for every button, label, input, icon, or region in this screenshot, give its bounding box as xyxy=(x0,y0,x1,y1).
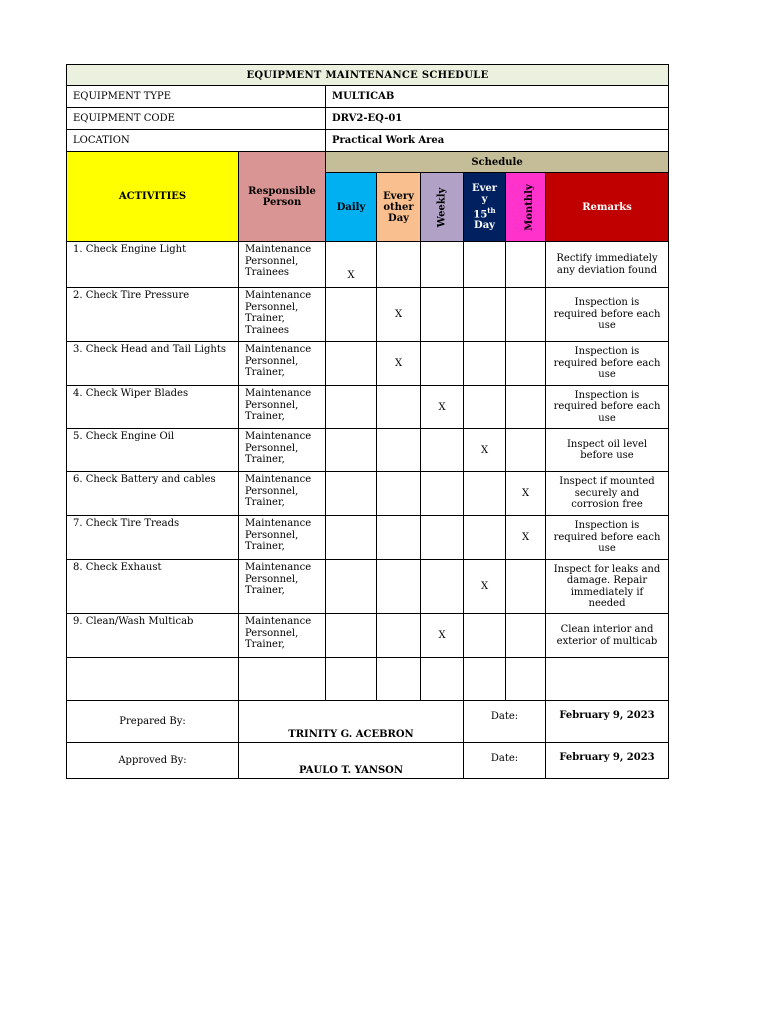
every-other-day-mark: X xyxy=(377,342,421,386)
schedule-header: Schedule xyxy=(326,152,669,173)
remarks-header: Remarks xyxy=(546,173,669,242)
activities-header: ACTIVITIES xyxy=(67,152,239,242)
every-other-day-header: Every other Day xyxy=(377,173,421,242)
every-other-day-cell xyxy=(377,386,421,429)
prepared-by-name: TRINITY G. ACEBRON xyxy=(239,701,464,743)
every-15th-day-cell xyxy=(464,342,506,386)
prepared-by-label: Prepared By: xyxy=(67,701,239,743)
responsible-cell: Maintenance Personnel, Trainer, xyxy=(239,386,326,429)
every-15th-line-2: y xyxy=(481,193,488,205)
activity-cell: 1. Check Engine Light xyxy=(67,242,239,288)
responsible-cell: Maintenance Personnel, Trainer, xyxy=(239,342,326,386)
daily-cell xyxy=(326,516,377,560)
remarks-cell: Inspect oil level before use xyxy=(546,429,669,472)
equipment-code-label: EQUIPMENT CODE xyxy=(67,108,326,130)
empty-cell xyxy=(464,658,506,701)
table-row xyxy=(67,242,669,288)
daily-cell xyxy=(326,614,377,658)
remarks-cell: Inspection is required before each use xyxy=(546,516,669,560)
weekly-cell xyxy=(421,342,464,386)
weekly-cell xyxy=(421,429,464,472)
table-row xyxy=(67,614,669,658)
weekly-cell xyxy=(421,242,464,288)
monthly-mark: X xyxy=(506,516,546,560)
table-row xyxy=(67,386,669,429)
remarks-cell: Clean interior and exterior of multicab xyxy=(546,614,669,658)
every-15th-line-3 xyxy=(464,205,505,220)
table-row xyxy=(67,429,669,472)
empty-cell xyxy=(546,658,669,701)
approved-by-name: PAULO T. YANSON xyxy=(239,743,464,779)
activity-cell: 9. Clean/Wash Multicab xyxy=(67,614,239,658)
responsible-cell: Maintenance Personnel, Trainer, xyxy=(239,560,326,614)
every-other-day-cell xyxy=(377,560,421,614)
weekly-cell xyxy=(421,560,464,614)
every-15th-day-cell xyxy=(464,288,506,342)
every-15th-line-4: Day xyxy=(474,220,495,232)
empty-cell xyxy=(67,658,239,701)
monthly-header-label: Monthly xyxy=(523,183,535,231)
every-15th-day-cell xyxy=(464,516,506,560)
approved-by-label: Approved By: xyxy=(67,743,239,779)
approved-date-label: Date: xyxy=(464,743,546,779)
empty-cell xyxy=(421,658,464,701)
empty-table-row xyxy=(67,658,669,701)
prepared-date-label: Date: xyxy=(464,701,546,743)
empty-cell xyxy=(326,658,377,701)
responsible-cell: Maintenance Personnel, Trainer, Trainees xyxy=(239,288,326,342)
responsible-cell: Maintenance Personnel, Trainees xyxy=(239,242,326,288)
monthly-mark: X xyxy=(506,472,546,516)
every-15th-line-1: Ever xyxy=(471,182,498,194)
activity-cell: 3. Check Head and Tail Lights xyxy=(67,342,239,386)
daily-header: Daily xyxy=(326,173,377,242)
weekly-cell xyxy=(421,472,464,516)
empty-cell xyxy=(377,658,421,701)
approved-date-value: February 9, 2023 xyxy=(546,743,669,779)
daily-cell xyxy=(326,472,377,516)
remarks-cell: Inspect for leaks and damage. Repair immediately if needed xyxy=(546,560,669,614)
responsible-cell: Maintenance Personnel, Trainer, xyxy=(239,516,326,560)
monthly-cell xyxy=(506,288,546,342)
weekly-mark: X xyxy=(421,386,464,429)
every-other-day-cell xyxy=(377,472,421,516)
prepared-date-value: February 9, 2023 xyxy=(546,701,669,743)
daily-cell xyxy=(326,386,377,429)
activity-cell: 2. Check Tire Pressure xyxy=(67,288,239,342)
daily-cell xyxy=(326,560,377,614)
monthly-header xyxy=(506,173,546,242)
every-other-day-mark: X xyxy=(377,288,421,342)
approved-by-row xyxy=(67,743,669,779)
maintenance-schedule-table xyxy=(66,64,669,779)
every-15th-day-header xyxy=(464,173,506,242)
every-other-day-cell xyxy=(377,429,421,472)
table-row xyxy=(67,516,669,560)
remarks-cell: Inspection is required before each use xyxy=(546,386,669,429)
activity-cell: 7. Check Tire Treads xyxy=(67,516,239,560)
every-15th-day-cell xyxy=(464,386,506,429)
activity-cell: 8. Check Exhaust xyxy=(67,560,239,614)
weekly-mark: X xyxy=(421,614,464,658)
daily-cell xyxy=(326,342,377,386)
remarks-cell: Inspect if mounted securely and corrosion free xyxy=(546,472,669,516)
empty-cell xyxy=(239,658,326,701)
responsible-cell: Maintenance Personnel, Trainer, xyxy=(239,472,326,516)
every-other-day-cell xyxy=(377,242,421,288)
responsible-header: Responsible Person xyxy=(239,152,326,242)
every-15th-suffix: th xyxy=(487,205,496,215)
document-title: EQUIPMENT MAINTENANCE SCHEDULE xyxy=(67,65,669,86)
monthly-cell xyxy=(506,342,546,386)
remarks-cell: Inspection is required before each use xyxy=(546,288,669,342)
every-15th-number: 15 xyxy=(473,209,488,221)
every-other-day-cell xyxy=(377,614,421,658)
table-row xyxy=(67,342,669,386)
equipment-type-value: MULTICAB xyxy=(326,86,669,108)
empty-cell xyxy=(506,658,546,701)
table-row xyxy=(67,560,669,614)
every-15th-day-cell xyxy=(464,472,506,516)
equipment-code-value: DRV2-EQ-01 xyxy=(326,108,669,130)
monthly-cell xyxy=(506,386,546,429)
daily-cell xyxy=(326,288,377,342)
location-label: LOCATION xyxy=(67,130,326,152)
weekly-cell xyxy=(421,288,464,342)
every-other-day-cell xyxy=(377,516,421,560)
weekly-header-label: Weekly xyxy=(436,187,448,227)
table-row xyxy=(67,288,669,342)
every-15th-day-mark: X xyxy=(464,429,506,472)
daily-mark: X xyxy=(326,242,377,288)
every-15th-day-cell xyxy=(464,614,506,658)
daily-cell xyxy=(326,429,377,472)
monthly-cell xyxy=(506,242,546,288)
responsible-cell: Maintenance Personnel, Trainer, xyxy=(239,614,326,658)
monthly-cell xyxy=(506,614,546,658)
every-15th-day-mark: X xyxy=(464,560,506,614)
monthly-cell xyxy=(506,429,546,472)
activity-cell: 6. Check Battery and cables xyxy=(67,472,239,516)
table-row xyxy=(67,472,669,516)
every-15th-day-cell xyxy=(464,242,506,288)
equipment-type-label: EQUIPMENT TYPE xyxy=(67,86,326,108)
activity-cell: 5. Check Engine Oil xyxy=(67,429,239,472)
prepared-by-row xyxy=(67,701,669,743)
weekly-cell xyxy=(421,516,464,560)
remarks-cell: Rectify immediately any deviation found xyxy=(546,242,669,288)
remarks-cell: Inspection is required before each use xyxy=(546,342,669,386)
activity-cell: 4. Check Wiper Blades xyxy=(67,386,239,429)
responsible-cell: Maintenance Personnel, Trainer, xyxy=(239,429,326,472)
weekly-header xyxy=(421,173,464,242)
monthly-cell xyxy=(506,560,546,614)
location-value: Practical Work Area xyxy=(326,130,669,152)
